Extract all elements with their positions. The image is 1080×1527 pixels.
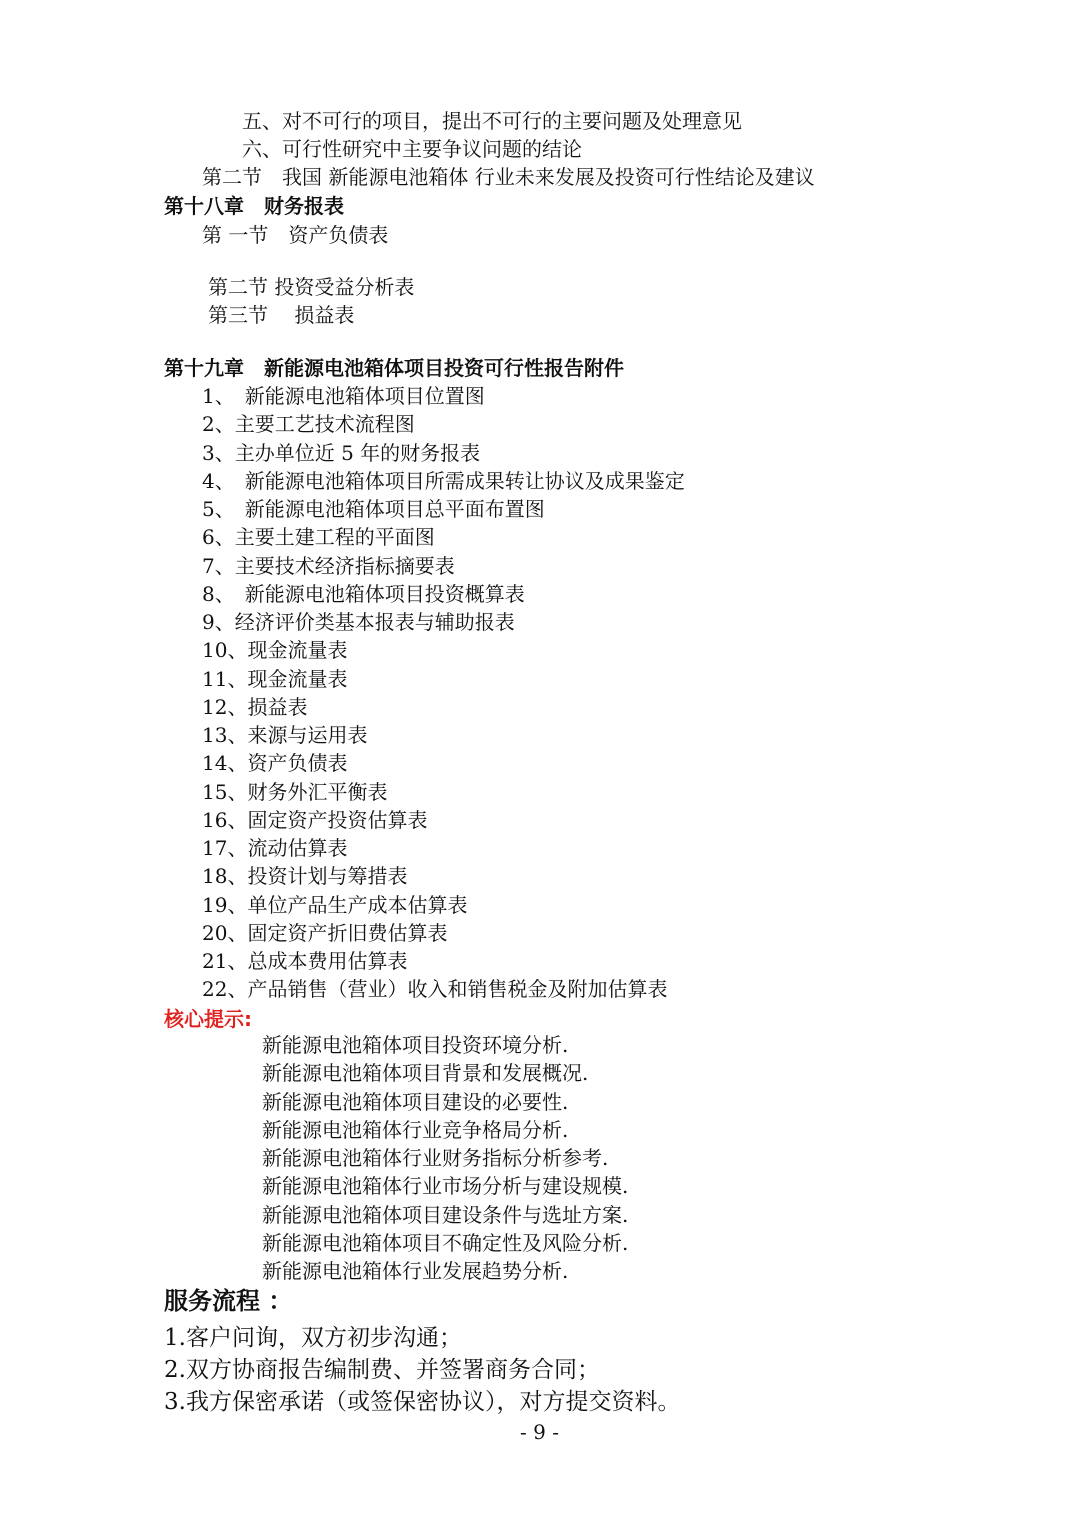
appendix-item: 20、固定资产折旧费估算表 xyxy=(202,920,448,945)
appendix-item: 1、 新能源电池箱体项目位置图 xyxy=(202,384,485,408)
appendix-item: 22、产品销售（营业）收入和销售税金及附加估算表 xyxy=(202,977,668,1002)
core-tip-item: 新能源电池箱体行业发展趋势分析. xyxy=(262,1259,569,1283)
appendix-item: 11、现金流量表 xyxy=(202,666,348,691)
appendix-item: 9、经济评价类基本报表与辅助报表 xyxy=(202,610,515,634)
page-number: - 9 - xyxy=(520,1420,559,1444)
chapter18-section: 第 一节 资产负债表 xyxy=(202,223,389,247)
chapter18-section: 第二节 投资受益分析表 xyxy=(208,275,415,299)
item-six: 六、可行性研究中主要争议问题的结论 xyxy=(242,137,582,161)
section-two-conclusion: 第二节 我国 新能源电池箱体 行业未来发展及投资可行性结论及建议 xyxy=(202,165,815,189)
chapter18-title: 第十八章 财务报表 xyxy=(164,194,344,218)
appendix-item: 7、主要技术经济指标摘要表 xyxy=(202,553,455,578)
appendix-item: 2、主要工艺技术流程图 xyxy=(202,412,415,437)
appendix-item: 18、投资计划与筹措表 xyxy=(202,864,408,889)
appendix-item: 14、资产负债表 xyxy=(202,751,348,776)
appendix-item: 8、 新能源电池箱体项目投资概算表 xyxy=(202,581,525,606)
appendix-item: 17、流动估算表 xyxy=(202,836,348,860)
appendix-item: 10、现金流量表 xyxy=(202,638,348,663)
core-tip-item: 新能源电池箱体项目建设的必要性. xyxy=(262,1089,569,1114)
service-step: 3.我方保密承诺（或签保密协议），对方提交资料。 xyxy=(164,1389,681,1415)
core-tips-label: 核心提示: xyxy=(164,1007,252,1031)
appendix-item: 19、单位产品生产成本估算表 xyxy=(202,892,468,917)
appendix-item: 5、 新能源电池箱体项目总平面布置图 xyxy=(202,497,545,521)
appendix-item: 6、主要土建工程的平面图 xyxy=(202,525,435,550)
core-tip-item: 新能源电池箱体项目建设条件与选址方案. xyxy=(262,1202,629,1227)
core-tip-item: 新能源电池箱体项目投资环境分析. xyxy=(262,1033,569,1057)
appendix-item: 21、总成本费用估算表 xyxy=(202,949,408,973)
appendix-item: 15、财务外汇平衡表 xyxy=(202,779,388,804)
service-step: 2.双方协商报告编制费、并签署商务合同； xyxy=(164,1357,600,1383)
appendix-item: 12、损益表 xyxy=(202,694,308,719)
core-tip-item: 新能源电池箱体行业市场分析与建设规模. xyxy=(262,1174,629,1199)
item-five: 五、对不可行的项目，提出不可行的主要问题及处理意见 xyxy=(242,109,742,133)
core-tip-item: 新能源电池箱体项目背景和发展概况. xyxy=(262,1061,589,1086)
service-title: 服务流程 ： xyxy=(164,1287,293,1315)
core-tip-item: 新能源电池箱体行业竞争格局分析. xyxy=(262,1117,569,1142)
core-tip-item: 新能源电池箱体行业财务指标分析参考. xyxy=(262,1146,609,1170)
appendix-item: 3、主办单位近 5 年的财务报表 xyxy=(202,440,481,465)
chapter19-title: 第十九章 新能源电池箱体项目投资可行性报告附件 xyxy=(164,356,624,380)
appendix-item: 13、来源与运用表 xyxy=(202,723,368,747)
appendix-item: 4、 新能源电池箱体项目所需成果转让协议及成果鉴定 xyxy=(202,468,685,493)
chapter18-section: 第三节 损益表 xyxy=(208,303,355,327)
appendix-item: 16、固定资产投资估算表 xyxy=(202,807,428,832)
core-tip-item: 新能源电池箱体项目不确定性及风险分析. xyxy=(262,1230,629,1255)
service-step: 1.客户问询，双方初步沟通； xyxy=(164,1325,462,1351)
